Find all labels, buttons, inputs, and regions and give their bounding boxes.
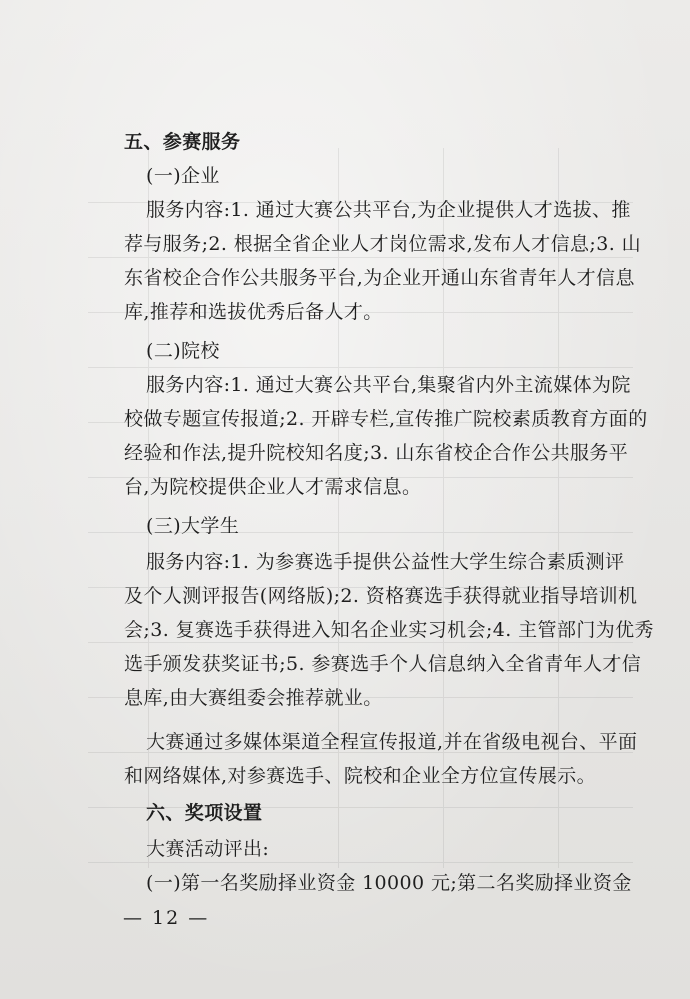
college-service-line-1: 服务内容:1. 通过大赛公共平台,集聚省内外主流媒体为院 — [146, 374, 631, 396]
subheading-enterprises: (一)企业 — [146, 165, 220, 187]
subheading-students: (三)大学生 — [146, 515, 240, 537]
enterprise-service-line-3: 东省校企合作公共服务平台,为企业开通山东省青年人才信息 — [124, 267, 635, 289]
college-service-line-3: 经验和作法,提升院校知名度;3. 山东省校企合作公共服务平 — [124, 442, 629, 464]
enterprise-service-line-1: 服务内容:1. 通过大赛公共平台,为企业提供人才选拔、推 — [146, 199, 631, 221]
section-heading-participation-services: 五、参赛服务 — [124, 131, 241, 153]
summary-line-1: 大赛通过多媒体渠道全程宣传报道,并在省级电视台、平面 — [146, 731, 638, 753]
enterprise-service-line-2: 荐与服务;2. 根据全省企业人才岗位需求,发布人才信息;3. 山 — [124, 233, 641, 255]
college-service-line-2: 校做专题宣传报道;2. 开辟专栏,宣传推广院校素质教育方面的 — [124, 408, 648, 430]
summary-line-2: 和网络媒体,对参赛选手、院校和企业全方位宣传展示。 — [124, 765, 597, 787]
bleed-through-background — [88, 148, 633, 868]
student-service-line-1: 服务内容:1. 为参赛选手提供公益性大学生综合素质测评 — [146, 551, 625, 573]
section-heading-awards: 六、奖项设置 — [146, 802, 263, 824]
awards-intro-line: 大赛活动评出: — [146, 838, 270, 860]
student-service-line-4: 选手颁发获奖证书;5. 参赛选手个人信息纳入全省青年人才信 — [124, 653, 642, 675]
student-service-line-2: 及个人测评报告(网络版);2. 资格赛选手获得就业指导培训机 — [124, 585, 638, 607]
page-number: — 12 — — [123, 907, 210, 929]
college-service-line-4: 台,为院校提供企业人才需求信息。 — [124, 476, 422, 498]
awards-first-prize-line: (一)第一名奖励择业资金 10000 元;第二名奖励择业资金 — [146, 872, 632, 894]
student-service-line-3: 会;3. 复赛选手获得进入知名企业实习机会;4. 主管部门为优秀 — [124, 619, 654, 641]
student-service-line-5: 息库,由大赛组委会推荐就业。 — [124, 687, 383, 709]
enterprise-service-line-4: 库,推荐和选拔优秀后备人才。 — [124, 301, 383, 323]
subheading-colleges: (二)院校 — [146, 340, 220, 362]
